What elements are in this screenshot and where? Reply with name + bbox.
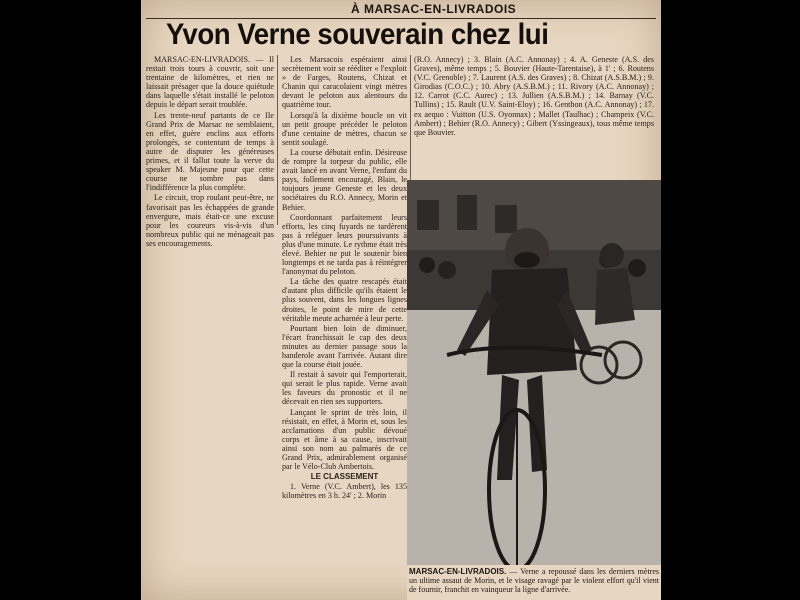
paragraph: Coordonnant parfaitement leurs efforts, les cinq fuyards ne tardèrent pas à reléguer leurs poursuivants à plus d'une minute. Le rythme était très élevé. Behier ne put le soutenir bien longtemps et ne tarda pas à réintégrer l'anonymat du peloton.: [282, 212, 407, 277]
cyclist-illustration: [407, 180, 661, 572]
column-rule: [277, 55, 278, 225]
headline: Yvon Verne souverain chez lui: [166, 18, 549, 51]
paragraph: La tâche des quatre rescapés était d'autant plus difficile qu'ils étaient le plus souvent, dans les longues lignes droites, le point de mire de cette véritable meute acharnée à leur perte.: [282, 277, 407, 323]
paragraph: Il restait à savoir qui l'emporterait, qui serait le plus rapide. Verne avait les faveurs du pronostic et il ne décevait en rien ses supporters.: [282, 370, 407, 407]
newspaper-clipping: [141, 0, 661, 600]
article-column-3: [414, 55, 654, 180]
kicker: À MARSAC-EN-LIVRADOIS: [351, 2, 517, 16]
photo-caption: [407, 565, 661, 600]
paragraph: Les Marsacois espéraient ainsi secrètement voir se rééditer « l'exploit » de Farges, Routens, Chizat et Chanin qui caracolaient vingt mètres devant le peloton aux alentours du quatrième tour.: [282, 55, 407, 110]
paragraph: Lançant le sprint de très loin, il résistait, en effet, à Morin et, sous les acclamations d'un public dévoué corps et âme à sa cause, inscrivait ainsi son nom au palmarès de ce Grand Prix, admirablement organisé par le Vélo-Club Ambertois.: [282, 407, 407, 472]
article-column-2: [282, 55, 407, 525]
paragraph: Pourtant bien loin de diminuer, l'écart franchissait le cap des deux minutes au dernier passage sous la banderole avant l'arrivée. Autant dire que la course était jouée.: [282, 323, 407, 370]
caption-lead: MARSAC-EN-LIVRADOIS.: [409, 567, 507, 576]
paragraph: MARSAC-EN-LIVRADOIS. — Il restait trois tours à couvrir, soit une trentaine de kilomètres, et rien ne laissait présager que la douce quiétude dans laquelle s'était installé le peloton depuis le départ serait troublée.: [146, 55, 274, 110]
paragraph: Le circuit, trop roulant peut-être, ne favorisait pas les échappées de grande envergure, mais était-ce une excuse pour les coureurs vis-à-vis d'un nombreux public qui ne ménageait pas ses encouragements.: [146, 193, 274, 248]
race-photo: [407, 180, 661, 572]
classement-title: LE CLASSEMENT: [310, 472, 379, 482]
column-rule: [410, 55, 411, 180]
paragraph: Lorsqu'à la dixième boucle on vit un petit groupe précéder le peloton d'une centaine de mètres, chacun se sentit soulagé.: [282, 110, 407, 147]
paragraph: Les trente-neuf partants de ce IIe Grand Prix de Marsac ne semblaient, en effet, guère enclins aux efforts prolongés, se contentant de temps à autre de disputer les généreuses primes, et il fallut toute la verve du speaker M. Majeune pour que cette course ne sombre pas dans l'indifférence la plus complète.: [146, 110, 274, 193]
classement-first: 1. Verne (V.C. Ambert), les 135 kilomètres en 3 h. 24' ; 2. Morin: [282, 482, 407, 501]
classement-list: (R.O. Annecy) ; 3. Blain (A.C. Annonay) ; 4. A. Geneste (A.S. des Graves), même temps ; 5. Bouvier (Haute-Tarentaise), à 1' ; 6. Routens (V.C. Grenoble) ; 7. Laurent (A.S. des Graves) ; 8. Chizat (A.S.B.M.) ; 9. Girodias (C.O.C.) ; 10. Abry (A.S.B.M.) ; 11. Rivory (A.C. Annonay) ; 12. Carrot (C.C. Aurec) ; 13. Jullien (A.S.B.M.) ; 14. Barnay (V.C. Tullins) ; 15. Rault (U.V. Saint-Eloy) ; 16. Genthon (A.C. Annonay) ; 17. ex aequo : Vuitton (U.S. Oyonnax) ; Mallet (Taulhac) ; Champeix (V.C. Ambert) ; Behier (R.O. Annecy) ; Gibert (Yssingeaux), tous même temps que Bouvier.: [414, 55, 654, 137]
caption-text: — Verne a repoussé dans les derniers mètres un ultime assaut de Morin, et le visage ravagé par le violent effort qu'il vient de fournir, franchit en vainqueur la ligne d'arrivée.: [409, 567, 659, 594]
article-column-1: [146, 55, 274, 248]
paragraph: La course débutait enfin. Désireuse de rompre la torpeur du public, elle avait lancé en avant Verne, l'enfant du pays, follement encouragé, Blain, le toujours jeune Geneste et les deux sociétaires du R.O. Annecy, Morin et Behier.: [282, 147, 407, 212]
